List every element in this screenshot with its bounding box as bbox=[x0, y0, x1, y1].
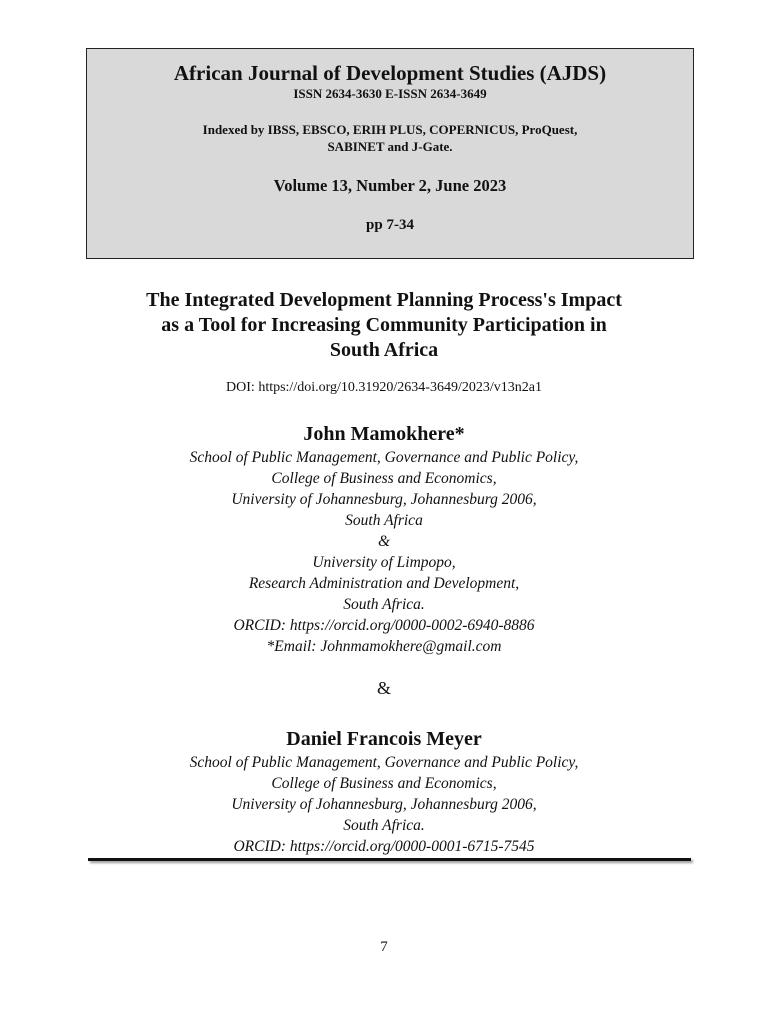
author2-orcid: ORCID: https://orcid.org/0000-0001-6715-7545 bbox=[233, 838, 535, 855]
title-line-3: South Africa bbox=[329, 339, 439, 361]
author-separator: & bbox=[376, 678, 391, 698]
author1-affiliation-line: College of Business and Economics, bbox=[271, 470, 497, 487]
journal-issn: ISSN 2634-3630 E-ISSN 2634-3649 bbox=[293, 86, 487, 101]
author-block-1 bbox=[0, 421, 768, 657]
indexing-line-2: SABINET and J-Gate. bbox=[327, 139, 453, 154]
author-name-2: Daniel Francois Meyer bbox=[286, 728, 482, 750]
article-doi: DOI: https://doi.org/10.31920/2634-3649/2023/v13n2a1 bbox=[226, 380, 542, 395]
author-block-2 bbox=[0, 726, 768, 857]
author1-affiliation-line: University of Johannesburg, Johannesburg 2006, bbox=[231, 491, 537, 508]
article-title bbox=[60, 288, 708, 363]
journal-header-box bbox=[86, 48, 694, 259]
author2-affiliation-line: School of Public Management, Governance and Public Policy, bbox=[189, 754, 579, 771]
horizontal-rule bbox=[88, 858, 691, 861]
indexing-line-1: Indexed by IBSS, EBSCO, ERIH PLUS, COPERNICUS, ProQuest, bbox=[202, 122, 578, 137]
author-name-1: John Mamokhere* bbox=[303, 423, 465, 445]
author2-affiliation-line: South Africa. bbox=[343, 817, 425, 834]
author1-affiliation-ampersand: & bbox=[377, 533, 391, 550]
author1-affiliation-line: South Africa. bbox=[343, 596, 425, 613]
author2-affiliation-line: University of Johannesburg, Johannesburg 2006, bbox=[231, 796, 537, 813]
journal-indexing bbox=[127, 121, 653, 155]
author1-email: *Email: Johnmamokhere@gmail.com bbox=[266, 638, 502, 655]
author1-affiliation-line: University of Limpopo, bbox=[312, 554, 456, 571]
author1-orcid: ORCID: https://orcid.org/0000-0002-6940-8886 bbox=[233, 617, 535, 634]
author1-affiliation-line: School of Public Management, Governance and Public Policy, bbox=[189, 449, 579, 466]
author1-affiliation-line: Research Administration and Development, bbox=[248, 575, 520, 592]
journal-pages: pp 7-34 bbox=[366, 217, 414, 233]
journal-name: African Journal of Development Studies (AJDS) bbox=[173, 61, 607, 85]
journal-volume: Volume 13, Number 2, June 2023 bbox=[273, 176, 507, 195]
author2-affiliation-line: College of Business and Economics, bbox=[271, 775, 497, 792]
title-line-1: The Integrated Development Planning Process's Impact bbox=[146, 289, 622, 311]
page-number: 7 bbox=[380, 939, 388, 955]
title-line-2: as a Tool for Increasing Community Participation in bbox=[161, 314, 607, 336]
author1-affiliation-line: South Africa bbox=[345, 512, 423, 529]
